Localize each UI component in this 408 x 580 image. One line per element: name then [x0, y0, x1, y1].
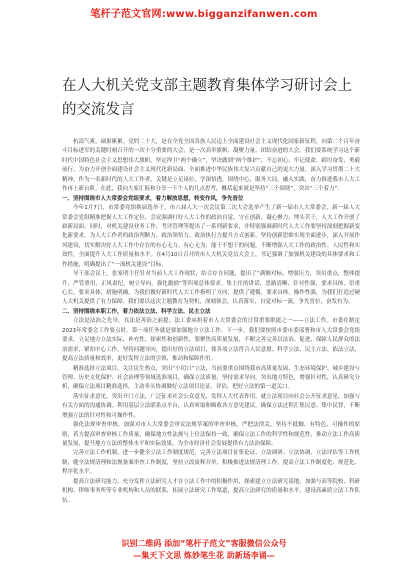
body-paragraph: 完善立法工作机制。进一步健全立法工作制度规范，完善立法项目征集论证、立法调研、立法协调、立法评估等工作机制，健全法规清理和法规备案审查工作制度，坚持立改废释并举，积极推进法规清理工作，提高立法工作制度化、规范化、程序化水平。 [62, 450, 360, 476]
body-paragraph: 导干部会议上，张家明主任针对当前人大工作现状，结合存在问题，提出了“满额对标、增强压力，突出重点，整体提升，严管重用，正风肃纪，树立导向，强化激励”等四项总体要求。集主任的讲话，思路清晰、针对性强，要求具体、语重心长，要求具体，措施明确，为我们做好新时代人大工作指明了方向，提供了遵循，要求具体，操作性强，为我们打造过硬人大机关提供了有力保障。我们要以这次主题教育为契机，深刻领会，认真落实，自觉对标一流，争先晋位，奋发有为。 [62, 271, 360, 306]
site-name: 笔杆子范文官网: [90, 9, 166, 20]
body-paragraph: 强化法规审查审核。加强对市人大常委会审议法规草案的审查审核，严把法律关，坚持不抵触、有特色、可操作的原则，着力提高审查审核工作质量，确保地方性法规与上位法保持一致，确保立法工作的科学性和规范性，推动立法工作高质量发展，提升地方立法的整体水平和实际效果，为全市经济社会发展提供有力法治保障。 [62, 422, 360, 447]
site-header [0, 5, 408, 20]
body-paragraph: 提高立法研究能力。充分发挥立法研究人才在立法工作中的积极作用，探索建立立法研究基地，加强与高等院校、科研机构、律师事务所等专业机构和人员的联系，拓展立法研究工作渠道，提高立法研究的质量和水平，建设高素质立法工作队伍。 [62, 478, 360, 504]
section-heading-2: 二、坚持围绕本职工作，着力依法立法、科学立法、民主立法 [62, 308, 211, 315]
document-body [62, 138, 360, 506]
site-url[interactable]: www.bigganzifanwen.com [165, 9, 318, 20]
footer-line-2: —集天下文思 炼妙笔生花 助新场李诵— [133, 551, 275, 560]
footer-line-1: 识别二维码 添加“笔杆子范文”客服微信公众号 [121, 539, 287, 548]
body-paragraph: 精准选择立法项目。关注民生热点，突出“小切口”立法，当前要重点围绕我市高质量发展、生态环境保护、城乡建设与管理、历史文化保护、社会治理等领域选准项目，确保立法质量，坚持需求导向，突出地方特色，增强针对性，认真研究分析，确保立法项目精准选择，主动牵头协调做好立法项目论证、评估，把好立法的第一道关口。 [62, 365, 360, 391]
body-paragraph: 立法是法治之先导，良法是善治之前提。法工委承担着市人大常委会的日常重要职能之一——立法工作。市委在制定2023年常委会工作要点时，第一项任务就是要加强地方立法工作。下一步，我们要按照市委市委部署和市人大常委会党组要求，立足地方立法实际，补充性、探索性和创新性，要聚焦高质量发展，不断完善完善以法治、促进、保障人民群众的法治需求，紧扣中心工作，坚持问题导向，提出好的立法项目，使各项立法符合人民意愿、科学立法、民主立法、依法立法，提高立法质量和效率，更好发挥立法的引领、推动和保障作用。 [62, 318, 360, 363]
body-paragraph: 今年1月7日，市常委党组换届选举于，市八届人大一次会议第三次大会选举产生了新一届市人大常委会，新一届人大常委会党组精准把握人大工作定位，会议强调打好人大工作的政治自觉、守正创新、凝心聚力，埋头苦干，人大工作开创了崭新局面，同时，对机关建设业务工作、考评管理等提出了一系列新要求，并特别强调新时代人大工作要坚持深刻把握新变化新要求，为人大工作者的政治判断力、政治领悟力、政治执行力提升方式创新，坚持创新思维实现全面进步，深入开展作风建设，切实解决好人大工作中存在的有心无力、有心无为、能干不想干的问题，不断增强人大工作的政治性、人民性和实效性，全面提升人大工作质量和水平。在4月10日召开的市人大机关党员大会上，书记强调了加强机关建设的具体要求和工作措施，明确提出了“一流机关建设”目标， [62, 205, 360, 268]
document-title: 在人大机关党支部主题教育集体学习研讨会上的交流发言 [62, 77, 352, 118]
intro-paragraph: 杭嵩气爽，硕果累累。党的二十大，是在全党全国各族人民迈上全面建设社会主义现代化国家新征程，向第二个百年奋斗目标进军的关键时刻召开的一次十分重要的大会，是一次高举旗帜、凝聚力量、团结奋进的大会。我们要系统学习这个新时代中国特色社会主义思想伟大旗帜，坚定捍卫“两个确立”，坚决做到“两个维护”，不忘初心、牢记使命，踔厉奋发，勇毅前行，为奋力开创全面建设社会主义现代化新局面、全面推进中华民族伟大复兴贡献自己的更大力量。深入学习贯彻二十大精神，作为一名新时代的人大工作者，关键是立足岗位，学深悟透，围绕中心，服务大局，融入实践，奋力推进我市人大工作再上新台阶。在此，我向大家汇报和分享一下个人的几点思考，概括起来就是坚持“三个围绕”，突出“三个着力”： [62, 139, 360, 193]
body-paragraph: 落实征求意见。突出开门立法，广泛征求社会公众意见，发挥人大代表作用，就立法项目向社会公开征求意见、加强与有关方面的沟通协调。利用基层立法联系点平台，认真听取和吸收各方意见建议，确保立法过程汇集民意、集中民智，不断增强立法的针对性和可操作性。 [62, 393, 360, 419]
footer-banner [0, 538, 408, 562]
section-heading-1: 一、坚持围绕市人大常委会党组要求，着力解放思想，转变作风，争先晋位 [62, 195, 244, 202]
